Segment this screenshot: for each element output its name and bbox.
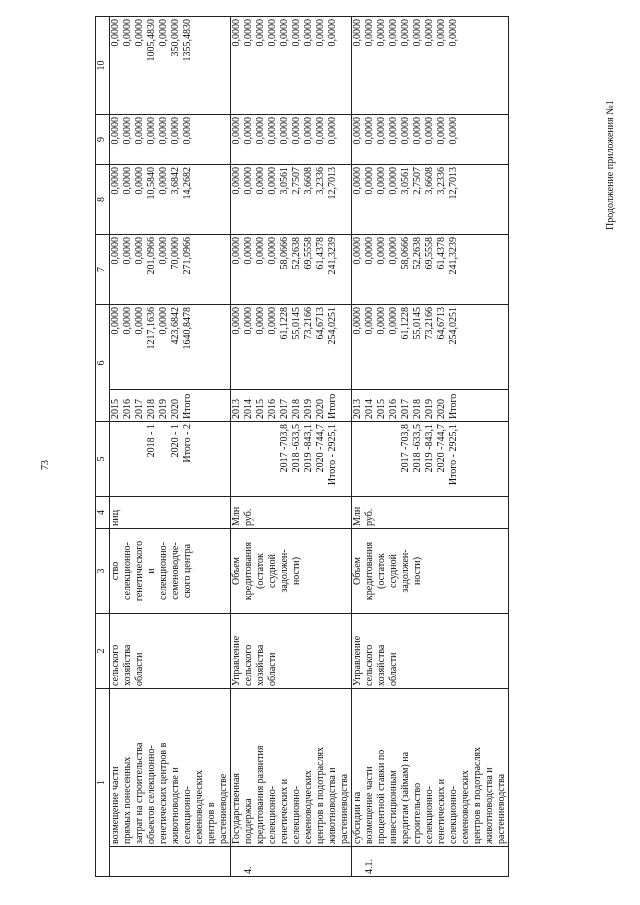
cell-line: 2,7507 <box>291 167 302 195</box>
cell-line: инвестиционным <box>388 770 399 844</box>
header-cell: 7 <box>96 235 110 305</box>
cell-line: 55,0145 <box>291 307 302 340</box>
cell-line: кредитования развития <box>255 745 266 844</box>
cell-line: 12,7013 <box>327 167 338 200</box>
cell-line: 2020 -744,7 <box>315 424 326 473</box>
cell-line <box>243 424 255 494</box>
federal-budget-cell <box>110 235 231 305</box>
cell-line: 0,0000 <box>146 117 157 145</box>
cell-line: 2018 <box>412 399 423 419</box>
cell-line: генетических и <box>279 778 290 844</box>
cell-line: сельского <box>364 644 375 686</box>
unit-cell <box>231 497 352 529</box>
cell-line: Млн <box>231 506 242 526</box>
indicator-cell <box>231 529 352 614</box>
cell-line: 0,0000 <box>376 19 387 47</box>
header-cell: 6 <box>96 305 110 422</box>
cell-line: хозяйства <box>122 644 133 686</box>
regional-budget-cell <box>110 165 231 235</box>
page-number: 73 <box>40 460 51 470</box>
cell-line: 0,0000 <box>388 117 399 145</box>
cell-line: строительство <box>412 782 423 844</box>
cell-line: кредитования <box>364 541 375 601</box>
cell-line: Управление <box>231 635 242 686</box>
cell-line: 2013 <box>352 399 363 419</box>
cell-line: 0,0000 <box>424 19 435 47</box>
cell-line: 0,0000 <box>279 19 290 47</box>
regional-budget-cell <box>231 165 352 235</box>
local-budget-cell <box>352 115 509 165</box>
cell-line: 0,0000 <box>364 167 375 195</box>
total-amount-cell <box>352 305 509 390</box>
cell-line: генетического <box>134 540 145 602</box>
cell-line <box>122 424 134 494</box>
cell-line: 0,0000 <box>243 167 254 195</box>
cell-line: семеноводческих <box>194 770 205 844</box>
cell-line: руб. <box>364 508 375 526</box>
cell-line: 2017 <box>400 399 411 419</box>
other-sources-cell <box>231 17 352 115</box>
cell-line: (остаток <box>376 553 387 589</box>
cell-line: 0,0000 <box>255 19 266 47</box>
cell-line: 1005,4830 <box>146 19 157 62</box>
cell-line: 0,0000 <box>134 237 145 265</box>
cell-line: 0,0000 <box>436 117 447 145</box>
cell-line: 0,0000 <box>352 237 363 265</box>
cell-line: 0,0000 <box>134 19 145 47</box>
cell-line <box>267 424 279 494</box>
cell-line: 254,0251 <box>448 307 459 345</box>
cell-line: 3,6842 <box>170 167 181 195</box>
cell-line: 0,0000 <box>158 237 169 265</box>
cell-line: 52,2638 <box>291 237 302 270</box>
cell-line: 64,6713 <box>315 307 326 340</box>
cell-line: растениеводства <box>496 773 507 844</box>
cell-line: 14,2682 <box>182 167 193 200</box>
total-amount-cell <box>110 305 231 390</box>
continuation-title: Продолжение приложения №1 <box>605 100 616 230</box>
cell-line: ссудной <box>388 554 399 588</box>
cell-line: 0,0000 <box>267 19 278 47</box>
cell-line: 201,0966 <box>146 237 157 275</box>
activity-name-cell <box>110 689 231 847</box>
cell-line: 3,2336 <box>436 167 447 195</box>
cell-line: Управление <box>352 635 363 686</box>
cell-line: 0,0000 <box>134 307 145 335</box>
cell-line: 0,0000 <box>158 307 169 335</box>
cell-line: 0,0000 <box>231 117 242 145</box>
cell-line: селекционно- <box>182 785 193 844</box>
cell-line: 0,0000 <box>122 307 133 335</box>
cell-line: 0,0000 <box>122 237 133 265</box>
cell-line: 0,0000 <box>388 307 399 335</box>
cell-line: 58,0666 <box>279 237 290 270</box>
cell-line: объектов селекционно- <box>146 745 157 844</box>
cell-line: ство <box>110 561 121 581</box>
cell-line: Итого <box>182 393 193 419</box>
cell-line: хозяйства <box>255 644 266 686</box>
cell-line: селекционно- <box>424 785 435 844</box>
year-cell <box>231 390 352 422</box>
cell-line: 69,5558 <box>303 237 314 270</box>
cell-line: 0,0000 <box>352 307 363 335</box>
cell-line: 0,0000 <box>388 19 399 47</box>
cell-line: 64,6713 <box>436 307 447 340</box>
cell-line: кредитам (займам) на <box>400 751 411 844</box>
target-value-cell <box>352 422 509 497</box>
cell-line: 0,0000 <box>170 117 181 145</box>
cell-line: возмещение части <box>110 766 121 844</box>
cell-line: 61,1228 <box>400 307 411 340</box>
cell-line: 61,4378 <box>315 237 326 270</box>
cell-line: 254,0251 <box>327 307 338 345</box>
cell-line: 0,0000 <box>315 117 326 145</box>
cell-line: процентной ставки по <box>376 749 387 844</box>
indicator-cell <box>110 529 231 614</box>
cell-line: 2014 <box>243 399 254 419</box>
cell-line: 2016 <box>388 399 399 419</box>
cell-line: ности) <box>291 556 302 586</box>
header-cell: 5 <box>96 422 110 497</box>
cell-line: 0,0000 <box>327 19 338 47</box>
cell-line: 2020 - 1 <box>170 424 181 458</box>
cell-line: Итого - 2925,1 <box>327 424 338 486</box>
cell-line: 0,0000 <box>134 117 145 145</box>
cell-line: селекционно- <box>122 541 133 601</box>
header-cell: 10 <box>96 17 110 115</box>
cell-line: 0,0000 <box>231 237 242 265</box>
cell-line: 0,0000 <box>352 117 363 145</box>
cell-line: 0,0000 <box>388 167 399 195</box>
cell-line: 61,1228 <box>279 307 290 340</box>
cell-line: Государственная <box>231 772 242 844</box>
target-value-cell <box>110 422 231 497</box>
cell-line: 2,7507 <box>412 167 423 195</box>
indicator-cell <box>352 529 509 614</box>
cell-line: 3,6608 <box>424 167 435 195</box>
cell-line: животноводства и <box>484 767 495 844</box>
cell-line: 3,0561 <box>279 167 290 195</box>
federal-budget-cell <box>352 235 509 305</box>
cell-line: 0,0000 <box>376 307 387 335</box>
cell-line: 0,0000 <box>364 307 375 335</box>
cell-line: 0,0000 <box>182 117 193 145</box>
executor-cell <box>110 614 231 689</box>
cell-line: 0,0000 <box>110 237 121 265</box>
cell-line <box>110 424 122 494</box>
cell-line: селекционно- <box>291 785 302 844</box>
cell-line: 0,0000 <box>231 167 242 195</box>
header-cell: 9 <box>96 115 110 165</box>
activity-name-cell <box>352 689 509 847</box>
cell-line <box>388 424 400 494</box>
cell-line: 0,0000 <box>158 167 169 195</box>
row-number-cell <box>231 847 352 877</box>
program-table <box>95 16 509 877</box>
header-row <box>96 17 110 877</box>
cell-line: 0,0000 <box>315 19 326 47</box>
cell-line: 0,0000 <box>291 117 302 145</box>
cell-line: 69,5558 <box>424 237 435 270</box>
cell-line: 0,0000 <box>303 19 314 47</box>
cell-line <box>158 424 170 494</box>
cell-line: семеноводческих <box>303 770 314 844</box>
cell-line: 2019 <box>424 399 435 419</box>
row-number: 4.1. <box>364 859 375 874</box>
executor-cell <box>352 614 509 689</box>
cell-line: 0,0000 <box>400 19 411 47</box>
cell-line: 0,0000 <box>327 117 338 145</box>
cell-line: 0,0000 <box>243 237 254 265</box>
cell-line: 0,0000 <box>110 117 121 145</box>
cell-line: селекционно- <box>267 785 278 844</box>
cell-line: 2015 <box>255 399 266 419</box>
table-row <box>352 17 509 877</box>
cell-line <box>376 424 388 494</box>
cell-line: 0,0000 <box>279 117 290 145</box>
cell-line: 73,2166 <box>424 307 435 340</box>
other-sources-cell <box>110 17 231 115</box>
cell-line: 0,0000 <box>267 307 278 335</box>
cell-line: 2019 <box>158 399 169 419</box>
cell-line: затрат на строительства <box>134 742 145 844</box>
local-budget-cell <box>231 115 352 165</box>
cell-line: 0,0000 <box>376 237 387 265</box>
cell-line <box>352 424 364 494</box>
cell-line: 2013 <box>231 399 242 419</box>
federal-budget-cell <box>231 235 352 305</box>
cell-line: 0,0000 <box>364 237 375 265</box>
cell-line: прямых понесенных <box>122 756 133 844</box>
cell-line: 1355,4830 <box>182 19 193 62</box>
cell-line: 0,0000 <box>255 237 266 265</box>
cell-line: 2020 <box>170 399 181 419</box>
cell-line: кредитования <box>243 541 254 601</box>
cell-line: 2016 <box>267 399 278 419</box>
cell-line: 0,0000 <box>400 117 411 145</box>
cell-line: 0,0000 <box>303 117 314 145</box>
cell-line: области <box>267 652 278 686</box>
cell-line: 0,0000 <box>110 167 121 195</box>
cell-line: 350,0000 <box>170 19 181 57</box>
cell-line: генетических и <box>436 778 447 844</box>
cell-line: генетических центров в <box>158 742 169 844</box>
cell-line: Итого <box>327 393 338 419</box>
header-cell: 3 <box>96 529 110 614</box>
cell-line: 0,0000 <box>388 237 399 265</box>
cell-line: 0,0000 <box>364 19 375 47</box>
cell-line: 0,0000 <box>255 117 266 145</box>
cell-line <box>231 424 243 494</box>
cell-line: 0,0000 <box>231 19 242 47</box>
cell-line: 0,0000 <box>122 19 133 47</box>
cell-line: 3,6608 <box>303 167 314 195</box>
cell-line: задолжен- <box>279 549 290 593</box>
cell-line: области <box>134 652 145 686</box>
cell-line: семеноводче- <box>170 542 181 600</box>
table-row <box>110 17 231 877</box>
cell-line: Итого - 2 <box>182 424 193 463</box>
cell-line: семеноводческих <box>460 770 471 844</box>
cell-line: 0,0000 <box>134 167 145 195</box>
year-cell <box>352 390 509 422</box>
cell-line: Итого <box>448 393 459 419</box>
cell-line: 2020 -744,7 <box>436 424 447 473</box>
cell-line: 2014 <box>364 399 375 419</box>
cell-line: хозяйства <box>376 644 387 686</box>
cell-line: ссудной <box>267 554 278 588</box>
cell-line: центров в <box>206 802 217 844</box>
table-row <box>231 17 352 877</box>
cell-line: 0,0000 <box>267 167 278 195</box>
cell-line: животноводстве и <box>170 767 181 844</box>
cell-line: 241,3239 <box>448 237 459 275</box>
cell-line: Млн <box>352 506 363 526</box>
cell-line: 1217,1636 <box>146 307 157 350</box>
cell-line: центров в подотраслях <box>472 746 483 844</box>
cell-line: животноводства и <box>327 767 338 844</box>
cell-line: 0,0000 <box>110 307 121 335</box>
cell-line: сельского <box>243 644 254 686</box>
cell-line: 0,0000 <box>424 117 435 145</box>
cell-line: 0,0000 <box>448 19 459 47</box>
cell-line: 0,0000 <box>448 117 459 145</box>
cell-line: сельского <box>110 644 121 686</box>
cell-line: 55,0145 <box>412 307 423 340</box>
cell-line: 0,0000 <box>255 167 266 195</box>
cell-line: 2015 <box>376 399 387 419</box>
cell-line: и <box>146 568 157 574</box>
cell-line: 2019 -843,1 <box>424 424 435 473</box>
cell-line: 2015 <box>110 399 121 419</box>
cell-line: ности) <box>412 556 423 586</box>
cell-line: ского центра <box>182 543 193 599</box>
cell-line: 0,0000 <box>364 117 375 145</box>
cell-line: 0,0000 <box>412 19 423 47</box>
cell-line: 0,0000 <box>122 117 133 145</box>
row-number: 4. <box>243 866 254 874</box>
cell-line: возмещение части <box>364 766 375 844</box>
cell-line: 52,2638 <box>412 237 423 270</box>
cell-line <box>255 424 267 494</box>
cell-line: 0,0000 <box>255 307 266 335</box>
header-cell: 8 <box>96 165 110 235</box>
cell-line: 61,4378 <box>436 237 447 270</box>
cell-line: 0,0000 <box>243 117 254 145</box>
cell-line: 12,7013 <box>448 167 459 200</box>
cell-line: задолжен- <box>400 549 411 593</box>
header-cell: 4 <box>96 497 110 529</box>
cell-line: 2017 <box>134 399 145 419</box>
local-budget-cell <box>110 115 231 165</box>
cell-line: 0,0000 <box>110 19 121 47</box>
cell-line: 0,0000 <box>376 167 387 195</box>
cell-line: 2018 -633,5 <box>291 424 302 473</box>
cell-line: 0,0000 <box>158 117 169 145</box>
cell-line: 0,0000 <box>436 19 447 47</box>
cell-line <box>364 424 376 494</box>
cell-line: Объем <box>352 557 363 585</box>
cell-line: 2018 <box>146 399 157 419</box>
cell-line: 0,0000 <box>267 117 278 145</box>
header-cell: 2 <box>96 614 110 689</box>
cell-line: 0,0000 <box>231 307 242 335</box>
rotated-table-container <box>95 17 615 877</box>
unit-cell <box>352 497 509 529</box>
cell-line: 2017 -703,8 <box>400 424 411 473</box>
cell-line: 2018 <box>291 399 302 419</box>
cell-line: субсидии на <box>352 791 363 844</box>
row-number-cell <box>110 847 231 877</box>
cell-line: 2019 -843,1 <box>303 424 314 473</box>
cell-line: 0,0000 <box>122 167 133 195</box>
cell-line: области <box>388 652 399 686</box>
cell-line: центров в подотраслях <box>315 746 326 844</box>
cell-line: 0,0000 <box>243 307 254 335</box>
cell-line: 241,3239 <box>327 237 338 275</box>
cell-line: 2019 <box>303 399 314 419</box>
cell-line: растениеводства <box>339 773 350 844</box>
cell-line: 3,0561 <box>400 167 411 195</box>
header-cell: 1 <box>96 689 110 877</box>
cell-line: Объем <box>231 557 242 585</box>
cell-line: 58,0666 <box>400 237 411 270</box>
year-cell <box>110 390 231 422</box>
cell-line: 0,0000 <box>412 117 423 145</box>
cell-line: 2020 <box>315 399 326 419</box>
cell-line: растениеводстве <box>218 773 229 844</box>
executor-cell <box>231 614 352 689</box>
cell-line: 10,5840 <box>146 167 157 200</box>
unit-cell <box>110 497 231 529</box>
cell-line: Итого - 2925,1 <box>448 424 459 486</box>
cell-line: 3,2336 <box>315 167 326 195</box>
cell-line: селекционно- <box>448 785 459 844</box>
cell-line: 2017 -703,8 <box>279 424 290 473</box>
cell-line: 73,2166 <box>303 307 314 340</box>
cell-line: поддержка <box>243 798 254 844</box>
cell-line: ниц <box>110 509 121 526</box>
total-amount-cell <box>231 305 352 390</box>
cell-line: 423,6842 <box>170 307 181 345</box>
cell-line: руб. <box>243 508 254 526</box>
cell-line: 2020 <box>436 399 447 419</box>
cell-line: 271,0966 <box>182 237 193 275</box>
cell-line: 0,0000 <box>352 19 363 47</box>
cell-line: 2018 -633,5 <box>412 424 423 473</box>
row-number-cell <box>352 847 509 877</box>
cell-line: 0,0000 <box>291 19 302 47</box>
target-value-cell <box>231 422 352 497</box>
cell-line: 2017 <box>279 399 290 419</box>
cell-line: 0,0000 <box>376 117 387 145</box>
cell-line <box>134 424 146 494</box>
cell-line: 70,0000 <box>170 237 181 270</box>
cell-line: 0,0000 <box>352 167 363 195</box>
cell-line: 0,0000 <box>158 19 169 47</box>
cell-line: селекционно- <box>158 541 169 601</box>
activity-name-cell <box>231 689 352 847</box>
regional-budget-cell <box>352 165 509 235</box>
cell-line: 2018 - 1 <box>146 424 157 458</box>
cell-line: (остаток <box>255 553 266 589</box>
other-sources-cell <box>352 17 509 115</box>
cell-line: 1640,8478 <box>182 307 193 350</box>
cell-line: 2016 <box>122 399 133 419</box>
cell-line: 0,0000 <box>243 19 254 47</box>
cell-line: 0,0000 <box>267 237 278 265</box>
